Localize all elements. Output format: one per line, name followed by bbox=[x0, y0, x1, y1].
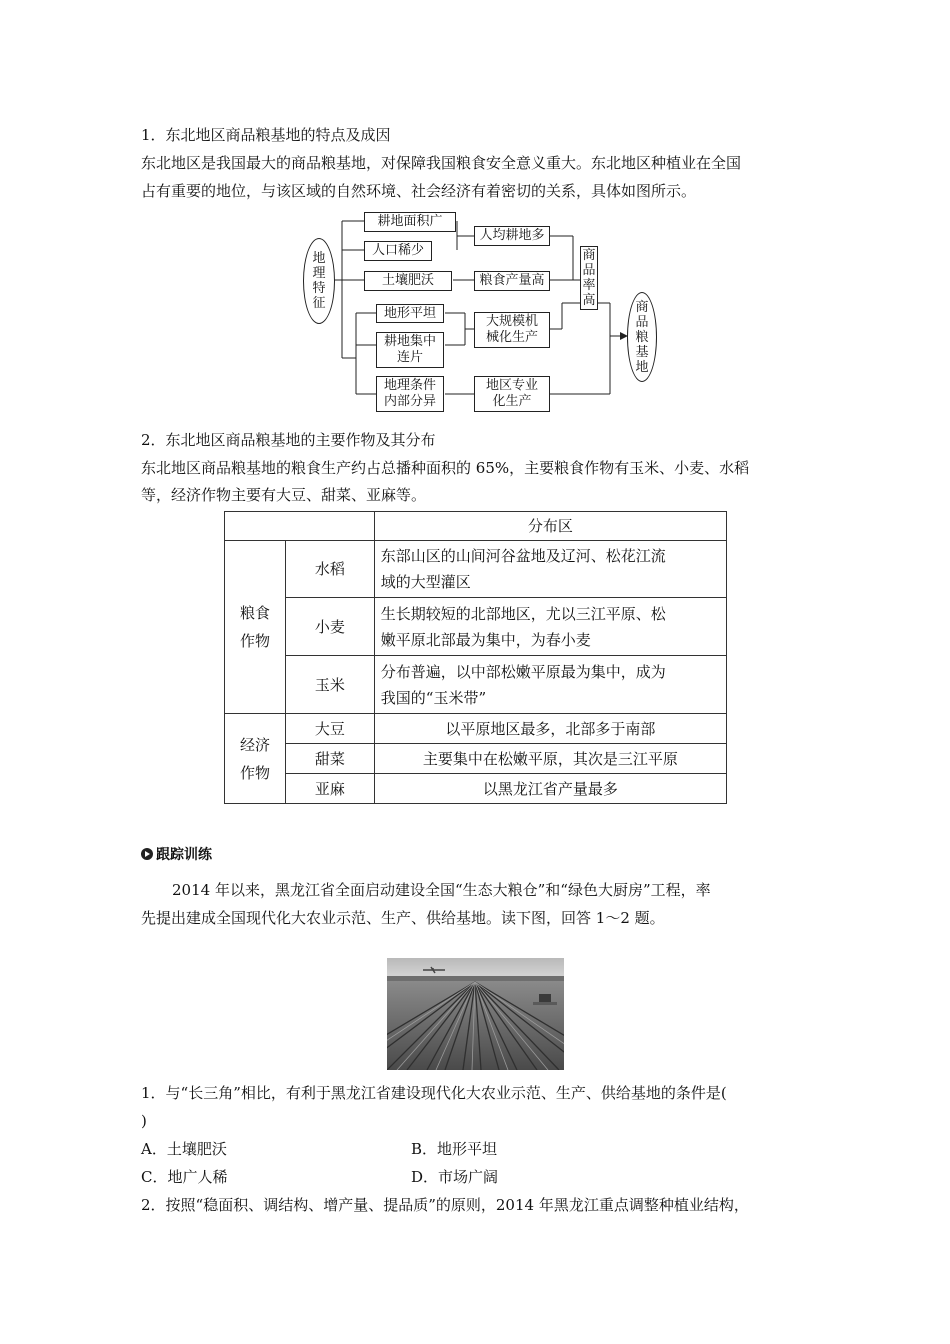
table-cell-distribution: 主要集中在松嫩平原，其次是三江平原 bbox=[374, 744, 726, 774]
table-group-cash-crops: 经济作物 bbox=[225, 714, 286, 804]
table-row bbox=[225, 656, 727, 714]
question1-option-b[interactable]: B．地形平坦 bbox=[411, 1140, 498, 1158]
section1-heading: 1．东北地区商品粮基地的特点及成因 bbox=[141, 126, 391, 144]
flowchart-node-regional-specialization: 地区专业化生产 bbox=[474, 376, 550, 412]
table-row bbox=[225, 598, 727, 656]
flowchart-node-flat-terrain: 地形平坦 bbox=[376, 304, 444, 323]
table-cell-crop: 小麦 bbox=[285, 598, 374, 656]
section1-paragraph-line2: 占有重要的地位，与该区域的自然环境、社会经济有着密切的关系，具体如图所示。 bbox=[141, 182, 697, 200]
flowchart-root-geo-features: 地理特征 bbox=[303, 238, 335, 324]
table-cell-crop: 水稻 bbox=[285, 541, 374, 598]
table-cell-crop: 亚麻 bbox=[285, 774, 374, 804]
section2-heading: 2．东北地区商品粮基地的主要作物及其分布 bbox=[141, 431, 436, 449]
question1-line1: 1．与“长三角”相比，有利于黑龙江省建设现代化大农业示范、生产、供给基地的条件是( bbox=[141, 1084, 727, 1102]
question1-option-c[interactable]: C．地广人稀 bbox=[141, 1168, 228, 1186]
table-cell-crop: 甜菜 bbox=[285, 744, 374, 774]
table-cell-distribution: 生长期较短的北部地区，尤以三江平原、松 嫩平原北部最为集中，为春小麦 bbox=[374, 598, 726, 656]
flowchart-node-fertile-soil: 土壤肥沃 bbox=[364, 271, 452, 291]
section1-paragraph-line1: 东北地区是我国最大的商品粮基地，对保障我国粮食安全意义重大。东北地区种植业在全国 bbox=[141, 154, 742, 172]
table-cell-distribution: 东部山区的山间河谷盆地及辽河、松花江流 域的大型灌区 bbox=[374, 541, 726, 598]
table-cell-crop: 大豆 bbox=[285, 714, 374, 744]
flowchart-node-internal-differences: 地理条件内部分异 bbox=[376, 376, 444, 412]
practice-intro-line2: 先提出建成全国现代化大农业示范、生产、供给基地。读下图，回答 1～2 题。 bbox=[141, 909, 665, 927]
flowchart-node-contiguous-farmland: 耕地集中连片 bbox=[376, 332, 444, 368]
practice-intro-line1: 2014 年以来，黑龙江省全面启动建设全国“生态大粮仓”和“绿色大厨房”工程，率 bbox=[172, 881, 711, 899]
flowchart-node-high-grain-output: 粮食产量高 bbox=[474, 271, 550, 291]
flowchart-result-grain-base: 商品粮基地 bbox=[627, 292, 657, 382]
flowchart-node-mechanized-production: 大规模机械化生产 bbox=[474, 312, 550, 348]
farmland-aerial-photo bbox=[387, 958, 564, 1070]
grain-base-flowchart bbox=[300, 208, 660, 420]
table-row bbox=[225, 714, 727, 744]
table-cell-crop: 玉米 bbox=[285, 656, 374, 714]
table-row bbox=[225, 744, 727, 774]
section2-paragraph-line2: 等，经济作物主要有大豆、甜菜、亚麻等。 bbox=[141, 486, 427, 504]
question2-line1: 2．按照“稳面积、调结构、增产量、提品质”的原则，2014 年黑龙江重点调整种植业结构， bbox=[141, 1196, 749, 1214]
flowchart-node-high-commodity-rate: 商品率高 bbox=[580, 246, 598, 310]
table-header-distribution: 分布区 bbox=[374, 512, 726, 541]
flowchart-node-high-per-capita-farmland: 人均耕地多 bbox=[474, 226, 550, 246]
table-row bbox=[225, 541, 727, 598]
table-cell-distribution: 以平原地区最多，北部多于南部 bbox=[374, 714, 726, 744]
question1-line2: ) bbox=[141, 1112, 147, 1130]
table-header-row bbox=[225, 512, 727, 541]
farmland-photo-image bbox=[387, 958, 564, 1070]
question1-option-a[interactable]: A．土壤肥沃 bbox=[141, 1140, 227, 1158]
flowchart-node-large-farmland: 耕地面积广 bbox=[364, 212, 456, 232]
table-group-food-crops: 粮食作物 bbox=[225, 541, 286, 714]
table-cell-distribution: 分布普遍，以中部松嫩平原最为集中，成为 我国的“玉米带” bbox=[374, 656, 726, 714]
question1-option-d[interactable]: D．市场广阔 bbox=[411, 1168, 499, 1186]
table-row bbox=[225, 774, 727, 804]
table-cell-distribution: 以黑龙江省产量最多 bbox=[374, 774, 726, 804]
play-circle-icon bbox=[141, 848, 153, 860]
flowchart-node-sparse-population: 人口稀少 bbox=[364, 241, 432, 261]
table-header-empty bbox=[225, 512, 375, 541]
practice-section-title: 跟踪训练 bbox=[141, 844, 212, 864]
section2-paragraph-line1: 东北地区商品粮基地的粮食生产约占总播种面积的 65%，主要粮食作物有玉米、小麦、水稻 bbox=[141, 459, 750, 477]
crop-distribution-table bbox=[224, 511, 727, 804]
